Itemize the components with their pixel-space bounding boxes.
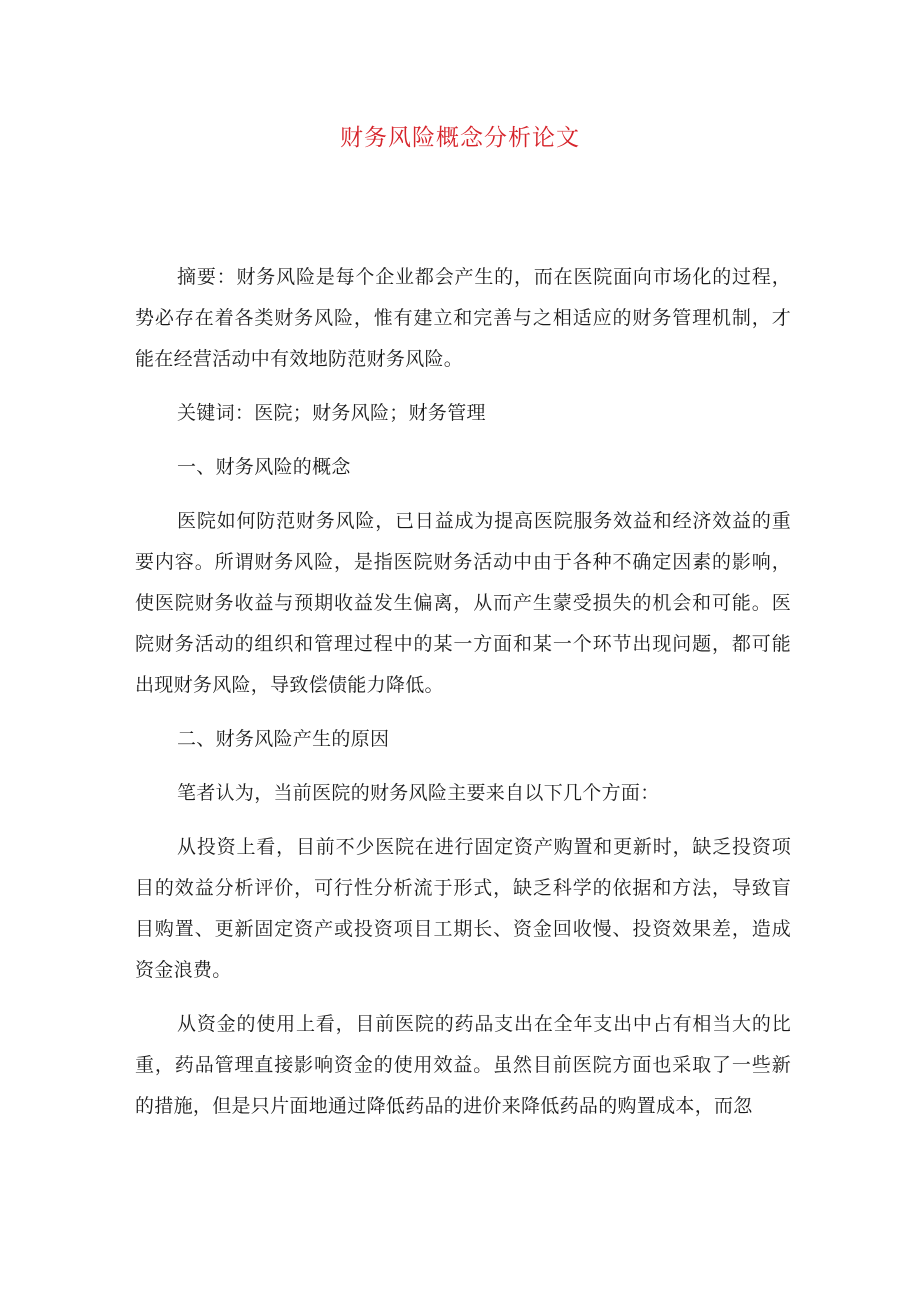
keywords-paragraph: 关键词：医院；财务风险；财务管理: [177, 402, 486, 424]
body-paragraph: 医院如何防范财务风险，已日益成为提高医院服务效益和经济效益的重要内容。所谓财务风险，是指医院财务活动中由于各种不确定因素的影响，使医院财务收益与预期收益发生偏离，从而产生蒙受损失的机会和可能。医院财务活动的组织和管理过程中的某一方面和某一个环节出现问题，都可能出现财务风险，导致偿债能力降低。: [135, 510, 791, 696]
body-paragraph: 从投资上看，目前不少医院在进行固定资产购置和更新时，缺乏投资项目的效益分析评价，可行性分析流于形式，缺乏科学的依据和方法，导致盲目购置、更新固定资产或投资项目工期长、资金回收慢、投资效果差，造成资金浪费。: [135, 836, 791, 981]
document-body: [135, 257, 791, 1140]
section-heading-1: 一、财务风险的概念: [177, 456, 351, 478]
body-paragraph: 从资金的使用上看，目前医院的药品支出在全年支出中占有相当大的比重，药品管理直接影响资金的使用效益。虽然目前医院方面也采取了一些新的措施，但是只片面地通过降低药品的进价来降低药品的购置成本，而忽: [135, 1013, 791, 1117]
body-paragraph: 笔者认为，当前医院的财务风险主要来自以下几个方面：: [177, 782, 660, 804]
document-title: 财务风险概念分析论文: [340, 125, 580, 151]
section-heading-2: 二、财务风险产生的原因: [177, 728, 390, 750]
abstract-paragraph: 摘要：财务风险是每个企业都会产生的，而在医院面向市场化的过程，势必存在着各类财务风险，惟有建立和完善与之相适应的财务管理机制，才能在经营活动中有效地防范财务风险。: [135, 266, 791, 370]
